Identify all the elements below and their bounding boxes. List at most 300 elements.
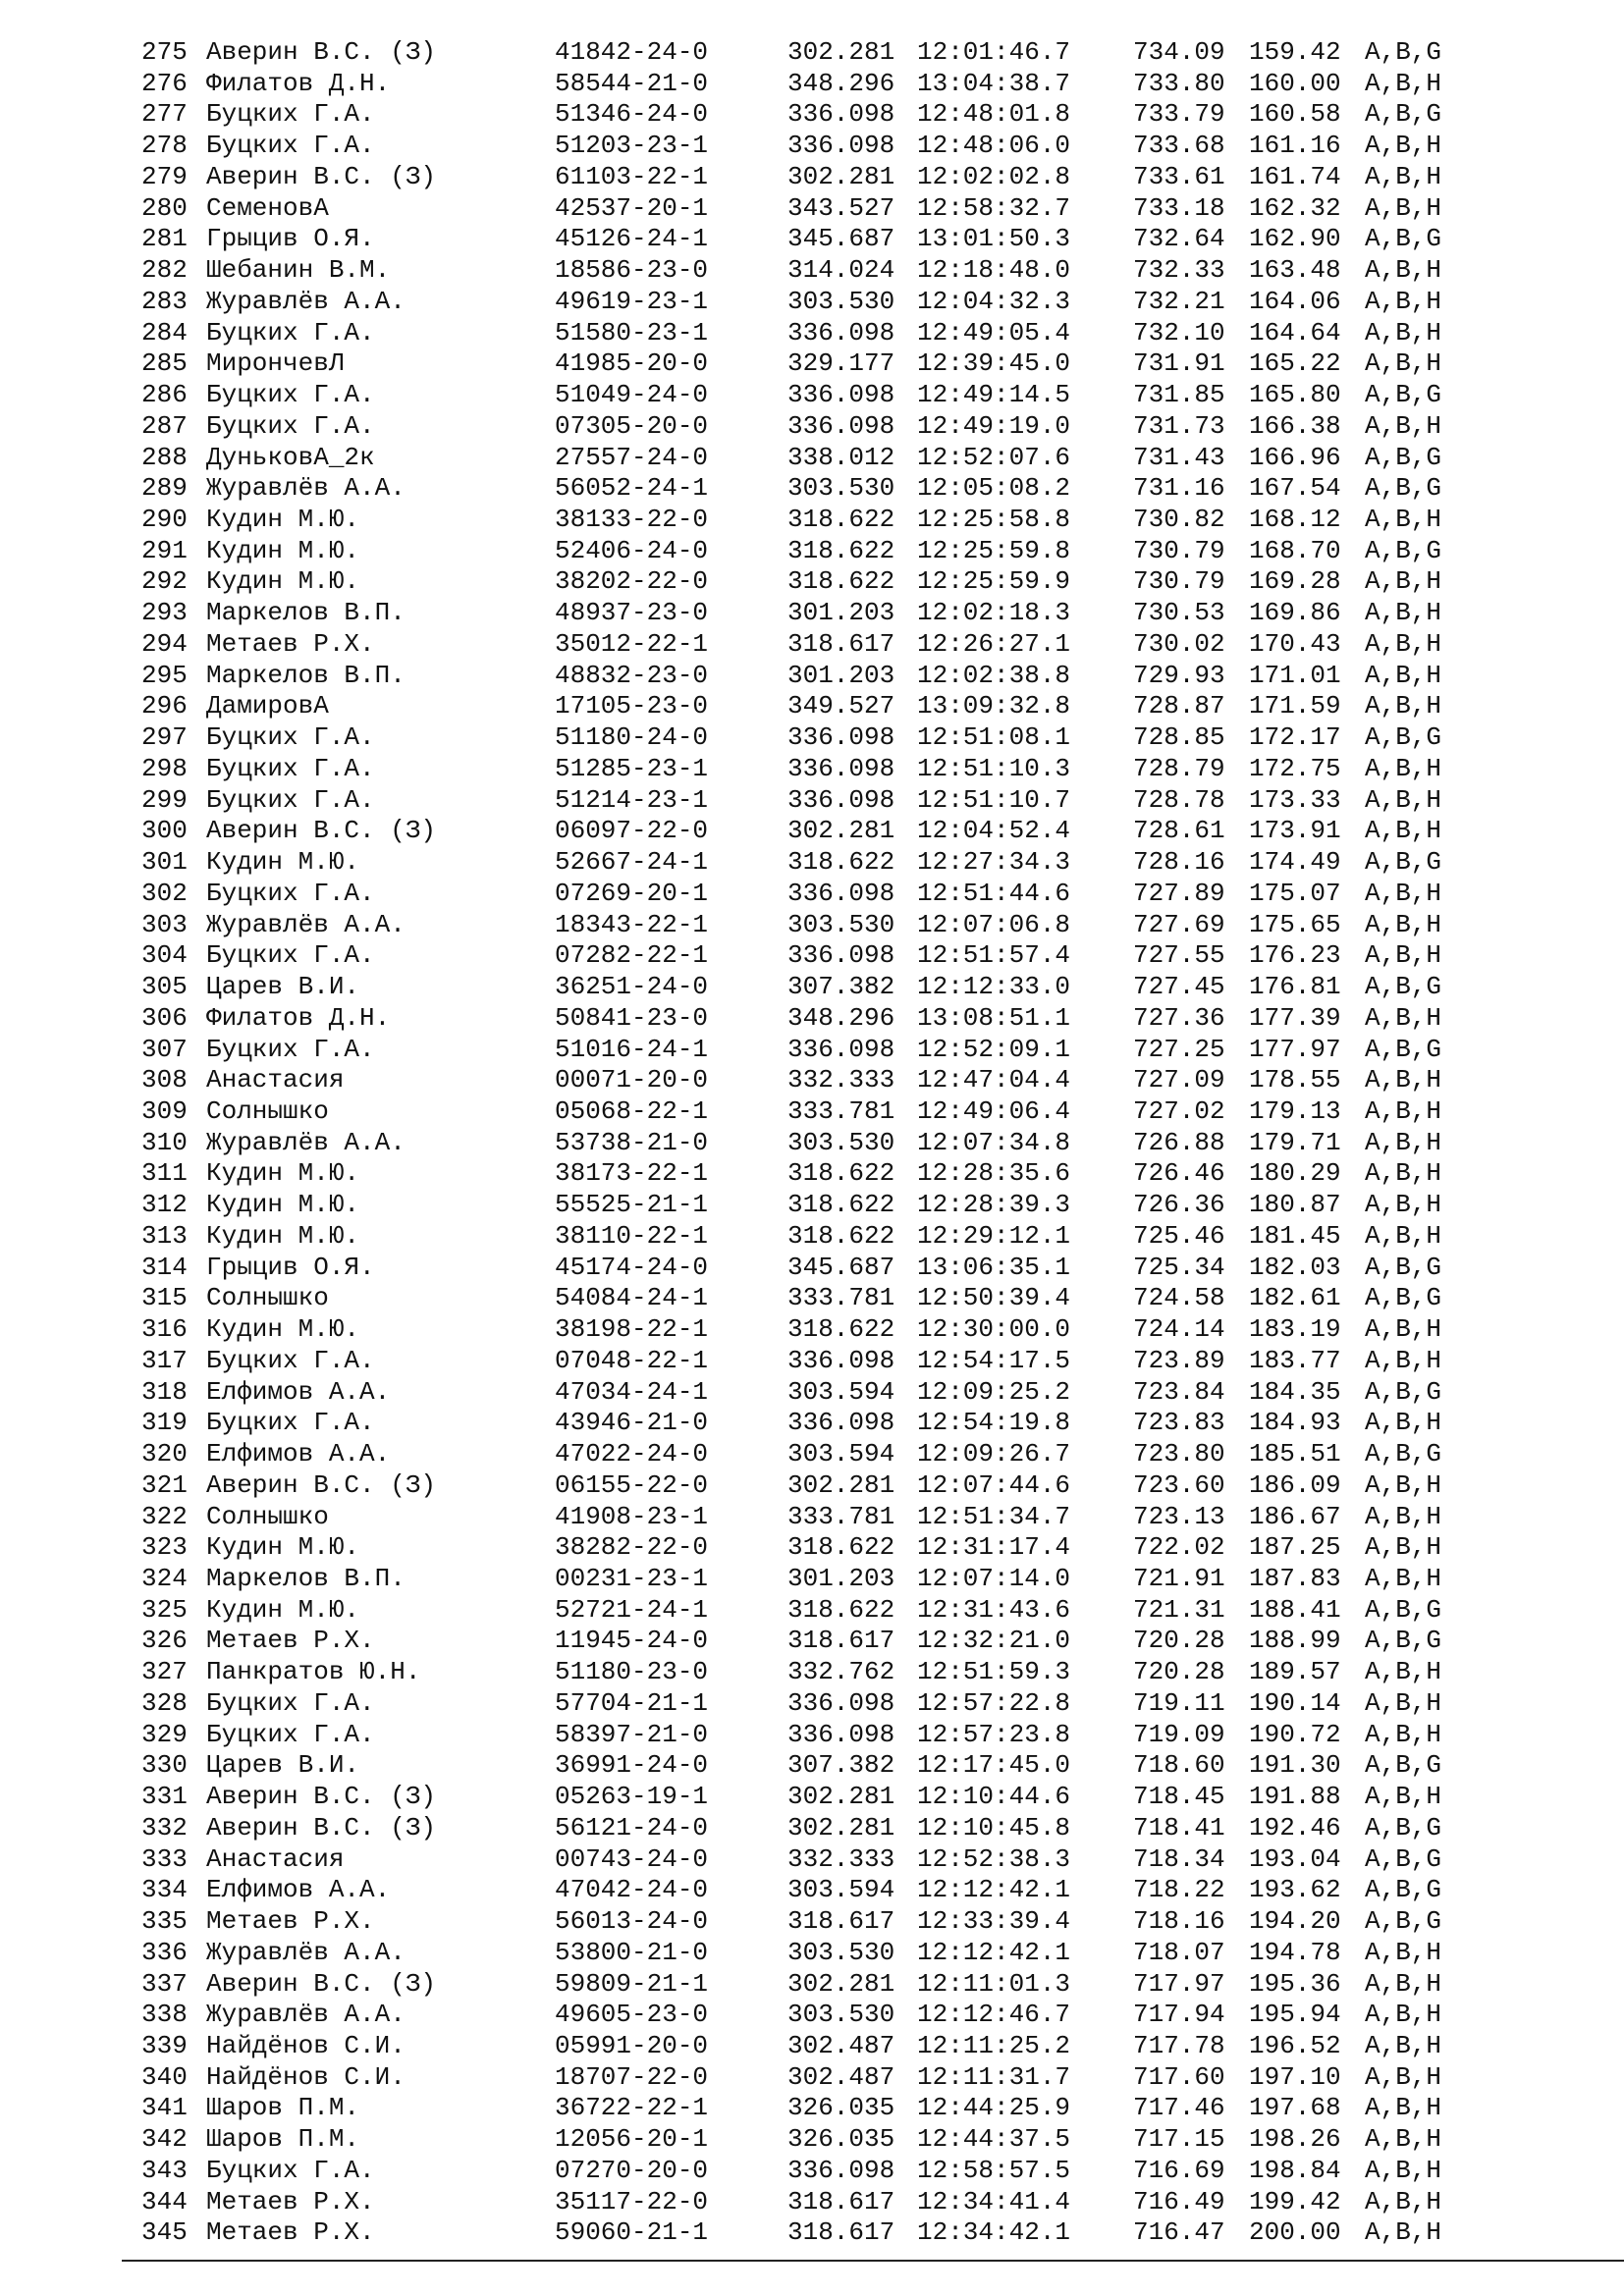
arrival-time: 13:04:38.7 [917, 68, 1071, 98]
arrival-time: 12:07:44.6 [917, 1469, 1071, 1500]
participant-name: Метаев Р.Х. [206, 2186, 375, 2216]
points-value: 168.70 [1249, 535, 1341, 565]
table-row [141, 1844, 1516, 1876]
category-flags: A,B,H [1365, 68, 1442, 98]
row-number: 317 [141, 1345, 188, 1375]
category-flags: A,B,H [1365, 1408, 1442, 1438]
arrival-time: 12:49:06.4 [917, 1095, 1071, 1126]
distance-value: 336.098 [787, 1034, 895, 1064]
points-value: 193.62 [1249, 1875, 1341, 1905]
speed-value: 726.36 [1133, 1190, 1225, 1220]
speed-value: 720.28 [1133, 1626, 1225, 1656]
category-flags: A,B,H [1365, 816, 1442, 846]
distance-value: 318.622 [787, 505, 895, 535]
category-flags: A,B,H [1365, 255, 1442, 286]
points-value: 161.16 [1249, 131, 1341, 161]
points-value: 180.29 [1249, 1158, 1341, 1189]
participant-name: Кудин М.Ю. [206, 566, 360, 597]
points-value: 190.14 [1249, 1687, 1341, 1718]
arrival-time: 12:51:34.7 [917, 1501, 1071, 1531]
points-value: 182.61 [1249, 1283, 1341, 1313]
row-number: 302 [141, 878, 188, 908]
table-row [141, 1003, 1516, 1035]
row-number: 328 [141, 1687, 188, 1718]
distance-value: 303.530 [787, 473, 895, 504]
distance-value: 332.333 [787, 1065, 895, 1095]
category-flags: A,B,G [1365, 37, 1442, 67]
ring-code: 07048-22-1 [555, 1345, 709, 1375]
points-value: 195.94 [1249, 2000, 1341, 2030]
distance-value: 302.487 [787, 2061, 895, 2092]
distance-value: 336.098 [787, 1687, 895, 1718]
category-flags: A,B,G [1365, 224, 1442, 254]
speed-value: 716.69 [1133, 2155, 1225, 2185]
category-flags: A,B,G [1365, 1283, 1442, 1313]
points-value: 184.93 [1249, 1408, 1341, 1438]
table-row [141, 505, 1516, 536]
distance-value: 336.098 [787, 2155, 895, 2185]
category-flags: A,B,H [1365, 505, 1442, 535]
points-value: 165.22 [1249, 348, 1341, 379]
speed-value: 728.79 [1133, 753, 1225, 783]
table-row [141, 2156, 1516, 2187]
row-number: 345 [141, 2217, 188, 2248]
row-number: 342 [141, 2124, 188, 2155]
points-value: 168.12 [1249, 505, 1341, 535]
row-number: 330 [141, 1750, 188, 1781]
speed-value: 721.91 [1133, 1563, 1225, 1593]
arrival-time: 12:47:04.4 [917, 1065, 1071, 1095]
category-flags: A,B,G [1365, 1906, 1442, 1937]
speed-value: 727.69 [1133, 909, 1225, 939]
ring-code: 51580-23-1 [555, 317, 709, 347]
ring-code: 51285-23-1 [555, 753, 709, 783]
row-number: 314 [141, 1252, 188, 1282]
ring-code: 57704-21-1 [555, 1687, 709, 1718]
category-flags: A,B,H [1365, 2031, 1442, 2060]
distance-value: 336.098 [787, 722, 895, 753]
ring-code: 53738-21-0 [555, 1127, 709, 1157]
ring-code: 05263-19-1 [555, 1782, 709, 1812]
ring-code: 50841-23-0 [555, 1002, 709, 1033]
arrival-time: 12:11:31.7 [917, 2061, 1071, 2092]
participant-name: Панкратов Ю.Н. [206, 1657, 421, 1687]
points-value: 165.80 [1249, 380, 1341, 410]
ring-code: 38173-22-1 [555, 1158, 709, 1189]
points-value: 188.99 [1249, 1626, 1341, 1656]
category-flags: A,B,H [1365, 2093, 1442, 2123]
distance-value: 307.382 [787, 1750, 895, 1781]
speed-value: 731.73 [1133, 410, 1225, 441]
distance-value: 318.622 [787, 1220, 895, 1251]
participant-name: Солнышко [206, 1283, 329, 1313]
table-row [141, 1283, 1516, 1314]
participant-name: Буцких Г.А. [206, 1719, 375, 1749]
participant-name: Метаев Р.Х. [206, 628, 375, 659]
distance-value: 302.281 [787, 1968, 895, 1999]
arrival-time: 12:44:25.9 [917, 2093, 1071, 2123]
arrival-time: 12:54:17.5 [917, 1345, 1071, 1375]
speed-value: 730.82 [1133, 505, 1225, 535]
speed-value: 730.79 [1133, 535, 1225, 565]
ring-code: 59060-21-1 [555, 2217, 709, 2248]
ring-code: 07282-22-1 [555, 940, 709, 971]
ring-code: 47042-24-0 [555, 1875, 709, 1905]
ring-code: 51203-23-1 [555, 131, 709, 161]
points-value: 190.72 [1249, 1719, 1341, 1749]
category-flags: A,B,H [1365, 1532, 1442, 1563]
ring-code: 49605-23-0 [555, 2000, 709, 2030]
category-flags: A,B,H [1365, 628, 1442, 659]
speed-value: 732.33 [1133, 255, 1225, 286]
category-flags: A,B,G [1365, 1376, 1442, 1407]
distance-value: 336.098 [787, 380, 895, 410]
ring-code: 07305-20-0 [555, 410, 709, 441]
distance-value: 336.098 [787, 1408, 895, 1438]
ring-code: 38282-22-0 [555, 1532, 709, 1563]
speed-value: 723.84 [1133, 1376, 1225, 1407]
ring-code: 49619-23-1 [555, 286, 709, 316]
table-row [141, 1158, 1516, 1190]
table-row [141, 2217, 1516, 2249]
arrival-time: 12:09:26.7 [917, 1439, 1071, 1469]
distance-value: 336.098 [787, 410, 895, 441]
points-value: 180.87 [1249, 1190, 1341, 1220]
speed-value: 731.85 [1133, 380, 1225, 410]
category-flags: A,B,H [1365, 1065, 1442, 1095]
table-row [141, 1906, 1516, 1938]
row-number: 334 [141, 1875, 188, 1905]
ring-code: 53800-21-0 [555, 1937, 709, 1967]
row-number: 275 [141, 37, 188, 67]
distance-value: 338.012 [787, 442, 895, 472]
distance-value: 333.781 [787, 1501, 895, 1531]
speed-value: 726.46 [1133, 1158, 1225, 1189]
row-number: 286 [141, 380, 188, 410]
table-row [141, 2000, 1516, 2031]
points-value: 186.67 [1249, 1501, 1341, 1531]
points-value: 196.52 [1249, 2031, 1341, 2060]
table-row [141, 443, 1516, 474]
ring-code: 38202-22-0 [555, 566, 709, 597]
participant-name: Аверин В.С. (З) [206, 1812, 437, 1842]
category-flags: A,B,H [1365, 878, 1442, 908]
distance-value: 336.098 [787, 99, 895, 130]
row-number: 283 [141, 286, 188, 316]
participant-name: Маркелов В.П. [206, 1563, 406, 1593]
points-value: 164.06 [1249, 286, 1341, 316]
ring-code: 06097-22-0 [555, 816, 709, 846]
participant-name: Аверин В.С. (З) [206, 816, 437, 846]
ring-code: 27557-24-0 [555, 442, 709, 472]
points-value: 178.55 [1249, 1065, 1341, 1095]
distance-value: 318.617 [787, 2217, 895, 2248]
speed-value: 718.41 [1133, 1812, 1225, 1842]
table-row [141, 1813, 1516, 1844]
arrival-time: 12:12:33.0 [917, 972, 1071, 1002]
points-value: 169.86 [1249, 598, 1341, 628]
points-value: 164.64 [1249, 317, 1341, 347]
speed-value: 728.61 [1133, 816, 1225, 846]
speed-value: 730.02 [1133, 628, 1225, 659]
ring-code: 43946-21-0 [555, 1408, 709, 1438]
ring-code: 00071-20-0 [555, 1065, 709, 1095]
arrival-time: 12:57:22.8 [917, 1687, 1071, 1718]
speed-value: 718.16 [1133, 1906, 1225, 1937]
participant-name: Буцких Г.А. [206, 317, 375, 347]
category-flags: A,B,G [1365, 1594, 1442, 1625]
participant-name: Журавлёв А.А. [206, 473, 406, 504]
category-flags: A,B,H [1365, 410, 1442, 441]
ring-code: 47022-24-0 [555, 1439, 709, 1469]
distance-value: 318.617 [787, 628, 895, 659]
distance-value: 318.622 [787, 1532, 895, 1563]
row-number: 305 [141, 972, 188, 1002]
row-number: 331 [141, 1782, 188, 1812]
speed-value: 717.60 [1133, 2061, 1225, 2092]
participant-name: Аверин В.С. (З) [206, 1469, 437, 1500]
distance-value: 336.098 [787, 131, 895, 161]
participant-name: Буцких Г.А. [206, 878, 375, 908]
distance-value: 336.098 [787, 940, 895, 971]
distance-value: 302.281 [787, 37, 895, 67]
row-number: 284 [141, 317, 188, 347]
arrival-time: 12:51:57.4 [917, 940, 1071, 971]
category-flags: A,B,G [1365, 1626, 1442, 1656]
speed-value: 723.89 [1133, 1345, 1225, 1375]
speed-value: 733.61 [1133, 161, 1225, 191]
speed-value: 730.79 [1133, 566, 1225, 597]
speed-value: 725.34 [1133, 1252, 1225, 1282]
participant-name: Буцких Г.А. [206, 722, 375, 753]
speed-value: 730.53 [1133, 598, 1225, 628]
speed-value: 718.22 [1133, 1875, 1225, 1905]
row-number: 294 [141, 628, 188, 659]
category-flags: A,B,G [1365, 473, 1442, 504]
table-row [141, 1782, 1516, 1813]
category-flags: A,B,H [1365, 2124, 1442, 2155]
ring-code: 61103-22-1 [555, 161, 709, 191]
arrival-time: 12:25:59.9 [917, 566, 1071, 597]
arrival-time: 12:44:37.5 [917, 2124, 1071, 2155]
category-flags: A,B,H [1365, 1719, 1442, 1749]
table-row [141, 940, 1516, 972]
distance-value: 318.622 [787, 535, 895, 565]
participant-name: МирончевЛ [206, 348, 345, 379]
speed-value: 727.89 [1133, 878, 1225, 908]
ring-code: 41985-20-0 [555, 348, 709, 379]
distance-value: 336.098 [787, 317, 895, 347]
participant-name: Кудин М.Ю. [206, 1314, 360, 1345]
table-row [141, 972, 1516, 1003]
arrival-time: 12:02:18.3 [917, 598, 1071, 628]
arrival-time: 12:27:34.3 [917, 847, 1071, 878]
row-number: 312 [141, 1190, 188, 1220]
bottom-rule [122, 2260, 1624, 2262]
arrival-time: 12:54:19.8 [917, 1408, 1071, 1438]
ring-code: 18707-22-0 [555, 2061, 709, 2092]
distance-value: 333.781 [787, 1095, 895, 1126]
ring-code: 47034-24-1 [555, 1376, 709, 1407]
participant-name: Журавлёв А.А. [206, 1127, 406, 1157]
ring-code: 18343-22-1 [555, 909, 709, 939]
table-row [141, 536, 1516, 567]
category-flags: A,B,G [1365, 535, 1442, 565]
speed-value: 718.07 [1133, 1937, 1225, 1967]
points-value: 187.25 [1249, 1532, 1341, 1563]
speed-value: 725.46 [1133, 1220, 1225, 1251]
points-value: 184.35 [1249, 1376, 1341, 1407]
ring-code: 00231-23-1 [555, 1563, 709, 1593]
ring-code: 48832-23-0 [555, 660, 709, 690]
participant-name: Кудин М.Ю. [206, 505, 360, 535]
category-flags: A,B,H [1365, 192, 1442, 223]
row-number: 313 [141, 1220, 188, 1251]
arrival-time: 12:17:45.0 [917, 1750, 1071, 1781]
category-flags: A,B,H [1365, 2217, 1442, 2248]
table-row [141, 1626, 1516, 1657]
ring-code: 52721-24-1 [555, 1594, 709, 1625]
speed-value: 719.09 [1133, 1719, 1225, 1749]
distance-value: 303.594 [787, 1376, 895, 1407]
distance-value: 349.527 [787, 691, 895, 721]
row-number: 335 [141, 1906, 188, 1937]
participant-name: Шебанин В.М. [206, 255, 391, 286]
speed-value: 718.45 [1133, 1782, 1225, 1812]
table-row [141, 1377, 1516, 1409]
participant-name: Метаев Р.Х. [206, 1906, 375, 1937]
points-value: 176.23 [1249, 940, 1341, 971]
category-flags: A,B,G [1365, 1750, 1442, 1781]
arrival-time: 12:02:38.8 [917, 660, 1071, 690]
distance-value: 301.203 [787, 598, 895, 628]
speed-value: 724.58 [1133, 1283, 1225, 1313]
ring-code: 59809-21-1 [555, 1968, 709, 1999]
participant-name: Буцких Г.А. [206, 1345, 375, 1375]
row-number: 306 [141, 1002, 188, 1033]
arrival-time: 12:52:07.6 [917, 442, 1071, 472]
speed-value: 731.16 [1133, 473, 1225, 504]
arrival-time: 12:02:02.8 [917, 161, 1071, 191]
category-flags: A,B,G [1365, 1875, 1442, 1905]
points-value: 160.00 [1249, 68, 1341, 98]
ring-code: 58397-21-0 [555, 1719, 709, 1749]
category-flags: A,B,G [1365, 1439, 1442, 1469]
row-number: 298 [141, 753, 188, 783]
ring-code: 54084-24-1 [555, 1283, 709, 1313]
table-row [141, 661, 1516, 692]
table-row [141, 473, 1516, 505]
category-flags: A,B,H [1365, 909, 1442, 939]
points-value: 200.00 [1249, 2217, 1341, 2248]
row-number: 338 [141, 2000, 188, 2030]
speed-value: 727.25 [1133, 1034, 1225, 1064]
row-number: 309 [141, 1095, 188, 1126]
arrival-time: 12:39:45.0 [917, 348, 1071, 379]
distance-value: 318.617 [787, 1626, 895, 1656]
speed-value: 733.80 [1133, 68, 1225, 98]
speed-value: 723.60 [1133, 1469, 1225, 1500]
ring-code: 56121-24-0 [555, 1812, 709, 1842]
speed-value: 718.60 [1133, 1750, 1225, 1781]
category-flags: A,B,G [1365, 1252, 1442, 1282]
participant-name: Кудин М.Ю. [206, 1532, 360, 1563]
arrival-time: 12:58:32.7 [917, 192, 1071, 223]
ring-code: 00743-24-0 [555, 1843, 709, 1874]
table-row [141, 910, 1516, 941]
arrival-time: 12:49:05.4 [917, 317, 1071, 347]
points-value: 191.30 [1249, 1750, 1341, 1781]
ring-code: 52667-24-1 [555, 847, 709, 878]
distance-value: 336.098 [787, 784, 895, 815]
distance-value: 318.622 [787, 1314, 895, 1345]
row-number: 326 [141, 1626, 188, 1656]
points-value: 166.38 [1249, 410, 1341, 441]
table-row [141, 785, 1516, 817]
speed-value: 721.31 [1133, 1594, 1225, 1625]
table-row [141, 1439, 1516, 1470]
participant-name: Елфимов А.А. [206, 1439, 391, 1469]
table-row [141, 1720, 1516, 1751]
ring-code: 41908-23-1 [555, 1501, 709, 1531]
participant-name: Солнышко [206, 1095, 329, 1126]
row-number: 343 [141, 2155, 188, 2185]
participant-name: Метаев Р.Х. [206, 1626, 375, 1656]
points-value: 172.17 [1249, 722, 1341, 753]
participant-name: Буцких Г.А. [206, 2155, 375, 2185]
ring-code: 11945-24-0 [555, 1626, 709, 1656]
row-number: 320 [141, 1439, 188, 1469]
participant-name: Буцких Г.А. [206, 380, 375, 410]
participant-name: Журавлёв А.А. [206, 909, 406, 939]
category-flags: A,B,H [1365, 566, 1442, 597]
table-row [141, 1408, 1516, 1439]
distance-value: 302.281 [787, 816, 895, 846]
points-value: 162.90 [1249, 224, 1341, 254]
distance-value: 301.203 [787, 1563, 895, 1593]
distance-value: 345.687 [787, 224, 895, 254]
table-row [141, 1938, 1516, 1969]
speed-value: 732.64 [1133, 224, 1225, 254]
speed-value: 717.97 [1133, 1968, 1225, 1999]
ring-code: 36991-24-0 [555, 1750, 709, 1781]
points-value: 177.39 [1249, 1002, 1341, 1033]
speed-value: 723.13 [1133, 1501, 1225, 1531]
points-value: 181.45 [1249, 1220, 1341, 1251]
table-row [141, 193, 1516, 225]
points-value: 199.42 [1249, 2186, 1341, 2216]
participant-name: Журавлёв А.А. [206, 1937, 406, 1967]
distance-value: 332.333 [787, 1843, 895, 1874]
table-row [141, 348, 1516, 380]
arrival-time: 12:32:21.0 [917, 1626, 1071, 1656]
participant-name: ДуньковА_2к [206, 442, 375, 472]
speed-value: 727.55 [1133, 940, 1225, 971]
arrival-time: 12:29:12.1 [917, 1220, 1071, 1251]
points-value: 179.13 [1249, 1095, 1341, 1126]
table-row [141, 380, 1516, 411]
points-value: 159.42 [1249, 37, 1341, 67]
participant-name: Аверин В.С. (З) [206, 1968, 437, 1999]
category-flags: A,B,H [1365, 1220, 1442, 1251]
arrival-time: 12:34:42.1 [917, 2217, 1071, 2248]
ring-code: 41842-24-0 [555, 37, 709, 67]
category-flags: A,B,H [1365, 2186, 1442, 2216]
distance-value: 318.617 [787, 1906, 895, 1937]
arrival-time: 12:11:01.3 [917, 1968, 1071, 1999]
speed-value: 716.47 [1133, 2217, 1225, 2248]
participant-name: Журавлёв А.А. [206, 286, 406, 316]
